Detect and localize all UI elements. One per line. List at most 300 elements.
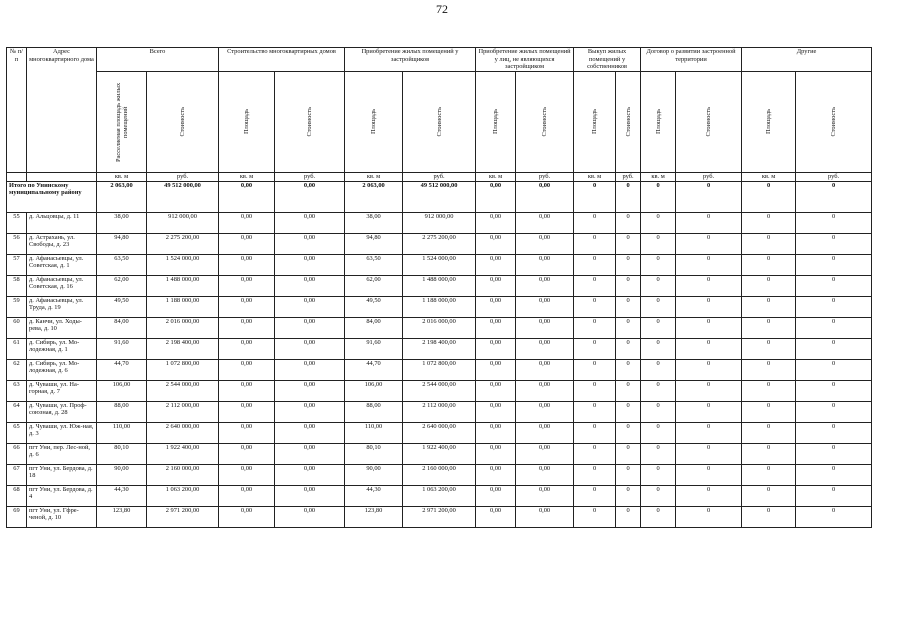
row-value: 0	[742, 443, 796, 464]
row-value: 0	[616, 254, 641, 275]
table-row	[7, 275, 872, 296]
unit-blank	[27, 172, 97, 181]
total-value: 2 063,00	[97, 181, 147, 212]
row-value: 0,00	[516, 485, 574, 506]
row-value: 38,00	[345, 212, 403, 233]
row-value: 38,00	[97, 212, 147, 233]
table-row	[7, 485, 872, 506]
row-value: 0,00	[275, 485, 345, 506]
total-value: 0	[641, 181, 676, 212]
row-value: 0	[742, 380, 796, 401]
row-value: 1 488 000,00	[403, 275, 476, 296]
row-value: 2 275 200,00	[403, 233, 476, 254]
total-value: 0	[574, 181, 616, 212]
total-label: Итого по Унинскому муниципальному району	[7, 181, 97, 212]
subheader-label: Стоимость	[306, 107, 314, 137]
row-value: 1 063 200,00	[403, 485, 476, 506]
row-address: пгт Уни, ул. Бердова, д. 4	[27, 485, 97, 506]
subheader-label: Площадь	[492, 109, 500, 135]
row-value: 0	[616, 464, 641, 485]
table-row	[7, 506, 872, 527]
subheader-cell	[219, 71, 275, 172]
row-value: 2 640 000,00	[147, 422, 219, 443]
row-address: д. Чуваши, ул. Юж-ная, д. 3	[27, 422, 97, 443]
header-group: Строительство многоквартирных домов	[219, 48, 345, 72]
total-value: 0	[676, 181, 742, 212]
row-address: пгт Уни, ул. Бердова, д. 18	[27, 464, 97, 485]
row-value: 0	[574, 401, 616, 422]
row-address: пгт Уни, ул. Гфре-ченой, д. 10	[27, 506, 97, 527]
row-value: 2 160 000,00	[147, 464, 219, 485]
row-index: 57	[7, 254, 27, 275]
row-address: д. Альцовцы, д. 11	[27, 212, 97, 233]
row-value: 0,00	[275, 317, 345, 338]
row-value: 912 000,00	[403, 212, 476, 233]
row-value: 0,00	[219, 275, 275, 296]
row-value: 0	[742, 212, 796, 233]
row-value: 0	[641, 506, 676, 527]
row-index: 67	[7, 464, 27, 485]
unit-cell: руб.	[147, 172, 219, 181]
subheader-cell	[147, 71, 219, 172]
table-row	[7, 317, 872, 338]
unit-cell: кв. м	[742, 172, 796, 181]
row-value: 91,60	[345, 338, 403, 359]
header-group: Выкуп жилых помещений у собственников	[574, 48, 641, 72]
row-value: 0	[574, 506, 616, 527]
row-index: 56	[7, 233, 27, 254]
header-group: Другие	[742, 48, 872, 72]
unit-cell: кв. м	[219, 172, 275, 181]
table-row	[7, 359, 872, 380]
row-value: 0,00	[219, 422, 275, 443]
total-value: 0	[742, 181, 796, 212]
unit-cell: руб.	[676, 172, 742, 181]
row-address: д. Афанасьевцы, ул. Советская, д. 16	[27, 275, 97, 296]
subheader-label: Площадь	[243, 109, 251, 135]
row-value: 0	[574, 422, 616, 443]
row-value: 0	[676, 422, 742, 443]
row-value: 0,00	[275, 422, 345, 443]
row-value: 94,80	[97, 233, 147, 254]
unit-cell: кв. м	[476, 172, 516, 181]
row-value: 1 188 000,00	[403, 296, 476, 317]
row-value: 0,00	[516, 506, 574, 527]
row-value: 2 160 000,00	[403, 464, 476, 485]
subheader-cell	[616, 71, 641, 172]
header-group: Приобретение жилых помещений у застройщиков	[345, 48, 476, 72]
row-value: 2 971 200,00	[403, 506, 476, 527]
row-value: 0	[641, 338, 676, 359]
row-value: 44,70	[345, 359, 403, 380]
subheader-cell	[345, 71, 403, 172]
unit-blank	[7, 172, 27, 181]
row-value: 0	[616, 317, 641, 338]
row-value: 0,00	[275, 254, 345, 275]
row-value: 90,00	[97, 464, 147, 485]
row-value: 0,00	[476, 359, 516, 380]
row-index: 63	[7, 380, 27, 401]
row-value: 0,00	[516, 401, 574, 422]
row-value: 0	[676, 296, 742, 317]
row-value: 0	[616, 359, 641, 380]
row-value: 0	[641, 254, 676, 275]
row-value: 0,00	[476, 296, 516, 317]
row-value: 63,50	[97, 254, 147, 275]
row-value: 0	[676, 212, 742, 233]
unit-cell: руб.	[616, 172, 641, 181]
row-value: 0	[676, 380, 742, 401]
row-value: 1 524 000,00	[147, 254, 219, 275]
row-value: 0,00	[275, 464, 345, 485]
row-value: 2 112 000,00	[403, 401, 476, 422]
header-group: Договор о развитии застроенной территории	[641, 48, 742, 72]
subheader-label: Площадь	[591, 109, 599, 135]
row-value: 0,00	[516, 317, 574, 338]
table-row	[7, 254, 872, 275]
row-index: 61	[7, 338, 27, 359]
row-value: 0	[616, 275, 641, 296]
row-value: 0,00	[275, 380, 345, 401]
row-value: 0	[742, 317, 796, 338]
row-value: 0	[796, 401, 872, 422]
row-value: 0,00	[476, 464, 516, 485]
row-value: 0	[796, 443, 872, 464]
unit-cell: руб.	[403, 172, 476, 181]
row-value: 0,00	[516, 296, 574, 317]
row-value: 0,00	[275, 359, 345, 380]
subheader-label: Площадь	[370, 109, 378, 135]
subheader-label: Стоимость	[541, 107, 549, 137]
row-value: 0	[641, 359, 676, 380]
row-index: 65	[7, 422, 27, 443]
row-address: пгт Уни, пер. Лес-ной, д. 6	[27, 443, 97, 464]
row-value: 88,00	[345, 401, 403, 422]
row-value: 0,00	[219, 506, 275, 527]
row-value: 0	[796, 464, 872, 485]
row-value: 0,00	[516, 338, 574, 359]
row-value: 0	[574, 359, 616, 380]
row-value: 0	[796, 296, 872, 317]
row-value: 0	[641, 317, 676, 338]
row-address: д. Сибирь, ул. Мо-лодежная, д. 1	[27, 338, 97, 359]
table-header	[7, 48, 872, 182]
row-value: 0,00	[219, 401, 275, 422]
row-value: 0	[796, 212, 872, 233]
row-value: 0	[574, 443, 616, 464]
row-value: 0	[574, 380, 616, 401]
row-value: 1 488 000,00	[147, 275, 219, 296]
total-value: 0	[616, 181, 641, 212]
row-value: 0,00	[275, 275, 345, 296]
row-value: 0	[742, 296, 796, 317]
row-value: 84,00	[97, 317, 147, 338]
row-value: 0	[742, 464, 796, 485]
row-value: 0,00	[476, 233, 516, 254]
row-value: 44,70	[97, 359, 147, 380]
row-value: 0	[616, 233, 641, 254]
row-value: 2 016 000,00	[147, 317, 219, 338]
row-value: 0,00	[476, 338, 516, 359]
resettlement-table	[6, 47, 872, 528]
row-value: 0,00	[476, 212, 516, 233]
row-value: 0	[742, 485, 796, 506]
total-value: 0	[796, 181, 872, 212]
row-value: 0	[574, 296, 616, 317]
row-value: 62,00	[345, 275, 403, 296]
row-value: 123,80	[345, 506, 403, 527]
unit-cell: кв. м	[574, 172, 616, 181]
subheader-cell	[641, 71, 676, 172]
row-value: 0,00	[476, 317, 516, 338]
subheader-cell	[275, 71, 345, 172]
total-value: 0,00	[476, 181, 516, 212]
row-value: 0	[796, 380, 872, 401]
row-value: 1 072 800,00	[147, 359, 219, 380]
row-value: 0,00	[219, 485, 275, 506]
row-value: 0,00	[219, 380, 275, 401]
row-value: 0	[796, 275, 872, 296]
unit-cell: руб.	[516, 172, 574, 181]
row-value: 0	[616, 443, 641, 464]
row-value: 0,00	[219, 212, 275, 233]
row-value: 2 971 200,00	[147, 506, 219, 527]
row-index: 64	[7, 401, 27, 422]
row-value: 44,30	[97, 485, 147, 506]
row-value: 0,00	[219, 296, 275, 317]
row-value: 0	[796, 485, 872, 506]
row-value: 0	[676, 506, 742, 527]
row-value: 0,00	[275, 401, 345, 422]
row-value: 0,00	[275, 296, 345, 317]
row-value: 0	[641, 296, 676, 317]
row-value: 0,00	[516, 233, 574, 254]
row-value: 0,00	[275, 506, 345, 527]
subheader-cell	[476, 71, 516, 172]
row-value: 1 072 800,00	[403, 359, 476, 380]
row-value: 80,10	[97, 443, 147, 464]
subheader-label: Стоимость	[830, 107, 838, 137]
row-value: 0	[641, 464, 676, 485]
row-value: 0,00	[219, 254, 275, 275]
row-value: 0	[676, 338, 742, 359]
row-value: 0	[796, 359, 872, 380]
row-value: 0	[742, 506, 796, 527]
subheader-cell	[742, 71, 796, 172]
row-value: 0	[574, 338, 616, 359]
row-address: д. Сибирь, ул. Мо-лодежная, д. 6	[27, 359, 97, 380]
row-value: 0,00	[219, 233, 275, 254]
row-value: 0,00	[476, 443, 516, 464]
row-value: 123,80	[97, 506, 147, 527]
unit-cell: кв. м	[97, 172, 147, 181]
row-index: 55	[7, 212, 27, 233]
row-value: 0	[616, 296, 641, 317]
row-value: 91,60	[97, 338, 147, 359]
row-value: 1 524 000,00	[403, 254, 476, 275]
row-index: 62	[7, 359, 27, 380]
row-value: 0	[574, 233, 616, 254]
row-value: 0,00	[219, 359, 275, 380]
row-index: 69	[7, 506, 27, 527]
row-index: 60	[7, 317, 27, 338]
row-value: 0	[574, 464, 616, 485]
row-value: 0,00	[275, 443, 345, 464]
table-row	[7, 212, 872, 233]
row-value: 49,50	[97, 296, 147, 317]
row-value: 2 275 200,00	[147, 233, 219, 254]
row-value: 0	[796, 317, 872, 338]
total-value: 0,00	[219, 181, 275, 212]
row-value: 0	[574, 317, 616, 338]
subheader-cell	[676, 71, 742, 172]
row-address: д. Астрахань, ул. Свободы, д. 23	[27, 233, 97, 254]
row-value: 0	[574, 275, 616, 296]
table-row	[7, 338, 872, 359]
subheader-label: Стоимость	[705, 107, 713, 137]
row-value: 0,00	[275, 212, 345, 233]
row-value: 0	[742, 338, 796, 359]
subheader-label: Площадь	[654, 109, 662, 135]
table-row	[7, 464, 872, 485]
unit-cell: кв. м	[641, 172, 676, 181]
row-address: д. Афанасьевцы, ул. Труда, д. 19	[27, 296, 97, 317]
row-value: 0,00	[516, 422, 574, 443]
row-value: 2 640 000,00	[403, 422, 476, 443]
row-index: 68	[7, 485, 27, 506]
row-value: 0	[742, 359, 796, 380]
row-address: д. Афанасьевцы, ул. Советская, д. 1	[27, 254, 97, 275]
row-value: 2 016 000,00	[403, 317, 476, 338]
row-value: 84,00	[345, 317, 403, 338]
row-value: 2 544 000,00	[147, 380, 219, 401]
row-value: 62,00	[97, 275, 147, 296]
row-value: 44,30	[345, 485, 403, 506]
row-value: 0	[641, 233, 676, 254]
row-value: 0	[641, 443, 676, 464]
header-address: Адрес многоквартирного дома	[27, 48, 97, 173]
row-value: 0	[676, 443, 742, 464]
row-value: 0	[641, 380, 676, 401]
row-value: 2 198 400,00	[403, 338, 476, 359]
total-value: 2 063,00	[345, 181, 403, 212]
total-value: 0,00	[516, 181, 574, 212]
row-value: 0,00	[476, 380, 516, 401]
row-value: 0	[641, 485, 676, 506]
row-value: 0	[676, 401, 742, 422]
total-value: 49 512 000,00	[403, 181, 476, 212]
row-value: 0	[616, 506, 641, 527]
row-value: 0,00	[516, 443, 574, 464]
table-row	[7, 233, 872, 254]
subheader-label: Расселяемая площадь жилых помещений	[114, 82, 129, 162]
row-value: 0	[676, 233, 742, 254]
row-value: 0,00	[516, 359, 574, 380]
row-value: 0	[574, 485, 616, 506]
row-value: 80,10	[345, 443, 403, 464]
unit-cell: руб.	[796, 172, 872, 181]
row-value: 0	[742, 401, 796, 422]
row-value: 110,00	[345, 422, 403, 443]
row-value: 0	[616, 338, 641, 359]
row-value: 88,00	[97, 401, 147, 422]
row-value: 0,00	[219, 338, 275, 359]
row-value: 0	[796, 338, 872, 359]
table-body	[7, 181, 872, 527]
subheader-cell	[403, 71, 476, 172]
row-value: 0	[796, 233, 872, 254]
row-value: 2 544 000,00	[403, 380, 476, 401]
row-value: 1 188 000,00	[147, 296, 219, 317]
row-value: 0	[616, 212, 641, 233]
row-value: 49,50	[345, 296, 403, 317]
row-value: 0,00	[476, 275, 516, 296]
subheader-label: Стоимость	[435, 107, 443, 137]
row-value: 0	[796, 422, 872, 443]
table-row	[7, 296, 872, 317]
row-value: 0,00	[219, 443, 275, 464]
header-group: Приобретение жилых помещений у лиц, не являющихся застройщиком	[476, 48, 574, 72]
row-value: 0,00	[275, 233, 345, 254]
page-number: 72	[436, 2, 448, 16]
row-value: 0,00	[275, 338, 345, 359]
row-address: д. Чуваши, ул. На-горная, д. 7	[27, 380, 97, 401]
table-row	[7, 380, 872, 401]
row-value: 0	[616, 380, 641, 401]
row-value: 90,00	[345, 464, 403, 485]
row-value: 106,00	[97, 380, 147, 401]
row-value: 0	[742, 233, 796, 254]
row-address: д. Чуваши, ул. Проф-союзная, д. 28	[27, 401, 97, 422]
table-row	[7, 422, 872, 443]
row-value: 0	[574, 254, 616, 275]
header-idx: № п/п	[7, 48, 27, 173]
row-value: 0	[676, 317, 742, 338]
total-value: 0,00	[275, 181, 345, 212]
row-value: 0	[742, 254, 796, 275]
row-value: 0,00	[219, 317, 275, 338]
row-value: 0,00	[516, 380, 574, 401]
row-value: 0	[676, 275, 742, 296]
row-value: 912 000,00	[147, 212, 219, 233]
row-value: 0	[574, 212, 616, 233]
row-value: 0	[676, 254, 742, 275]
row-value: 2 198 400,00	[147, 338, 219, 359]
row-value: 0	[676, 485, 742, 506]
row-value: 63,50	[345, 254, 403, 275]
row-index: 59	[7, 296, 27, 317]
row-value: 106,00	[345, 380, 403, 401]
row-value: 0,00	[516, 464, 574, 485]
row-value: 0,00	[476, 422, 516, 443]
row-value: 0	[616, 401, 641, 422]
subheader-cell	[516, 71, 574, 172]
unit-cell: кв. м	[345, 172, 403, 181]
table-row	[7, 401, 872, 422]
row-value: 1 922 400,00	[147, 443, 219, 464]
row-value: 0,00	[516, 275, 574, 296]
row-value: 110,00	[97, 422, 147, 443]
row-index: 58	[7, 275, 27, 296]
row-address: д. Канчи, ул. Ходы-рева, д. 10	[27, 317, 97, 338]
row-value: 0	[641, 401, 676, 422]
table-row	[7, 443, 872, 464]
row-value: 0	[641, 212, 676, 233]
row-value: 94,80	[345, 233, 403, 254]
subheader-label: Площадь	[765, 109, 773, 135]
row-value: 0,00	[476, 254, 516, 275]
row-value: 0	[616, 422, 641, 443]
